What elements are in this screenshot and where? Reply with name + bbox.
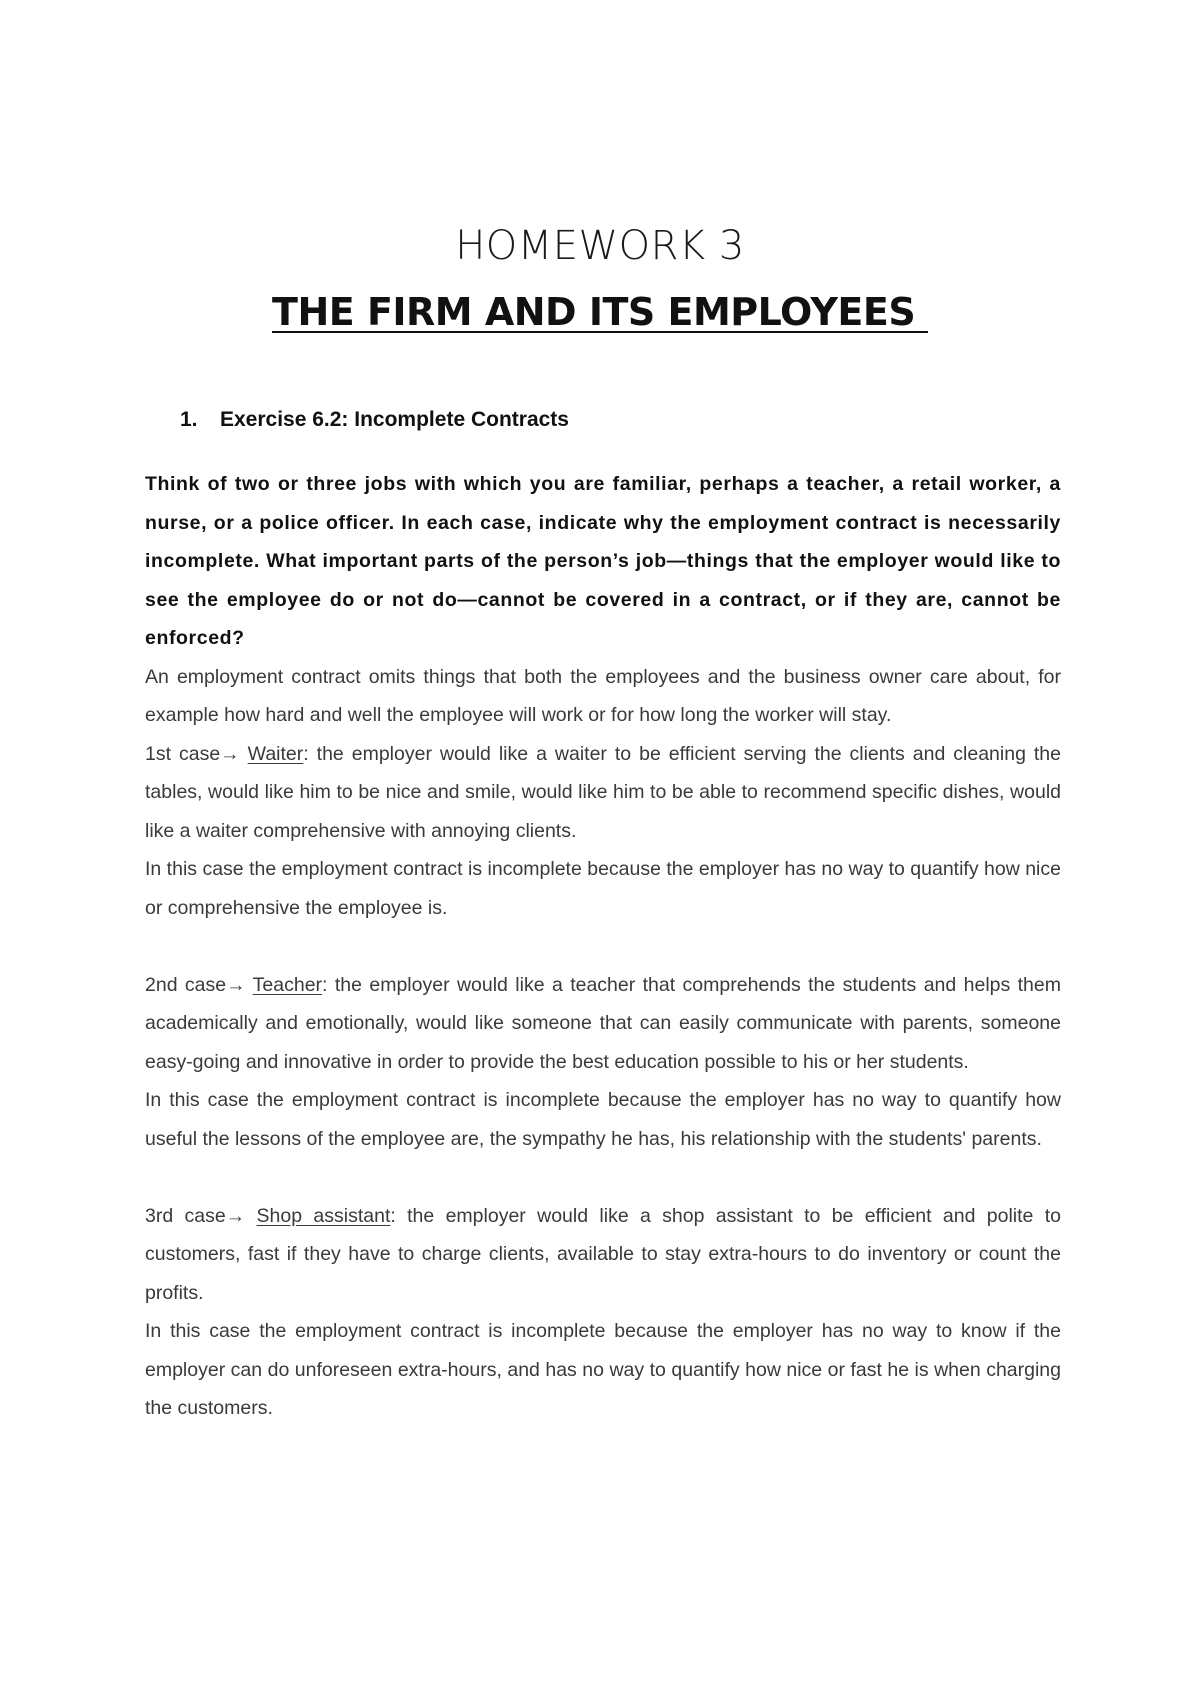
- exercise-number: 1.: [180, 408, 198, 431]
- case-job-title: Waiter: [247, 742, 304, 765]
- case-prefix: 2nd case→: [145, 973, 253, 996]
- case-description: : the employer would like a teacher that comprehends the students and helps them academically and emotionally, would like someone that can easily communicate with parents, someone easy-going and innovative in order to provide the best education possible to his or her students.: [145, 973, 1061, 1073]
- exercise-heading: [180, 405, 569, 435]
- document-subtitle: [0, 284, 1200, 340]
- document-body: [145, 465, 1061, 1428]
- case-conclusion: In this case the employment contract is incomplete because the employer has no way to quantify how nice or comprehensive the employee is.: [145, 858, 1061, 919]
- case-description: : the employer would like a shop assistant to be efficient and polite to customers, fast if they have to charge clients, available to stay extra-hours to do inventory or count the profits.: [145, 1204, 1061, 1304]
- answer-intro: An employment contract omits things that both the employees and the business owner care about, for example how hard and well the employee will work or for how long the worker will stay.: [145, 665, 1061, 726]
- case-prefix: 3rd case→: [145, 1204, 257, 1227]
- case-description: : the employer would like a waiter to be efficient serving the clients and cleaning the tables, would like him to be nice and smile, would like him to be able to recommend specific dishes, would like a waiter comprehensive with annoying clients.: [145, 742, 1061, 842]
- case-prefix: 1st case→: [145, 742, 248, 765]
- paragraph-spacer: [145, 1158, 1061, 1197]
- case-paragraph: [145, 735, 1061, 851]
- case-conclusion: In this case the employment contract is incomplete because the employer has no way to quantify how useful the lessons of the employee are, the sympathy he has, his relationship with the students' parents.: [145, 1089, 1061, 1150]
- document-subtitle-text: THE FIRM AND ITS EMPLOYEES: [272, 290, 928, 334]
- exercise-question: Think of two or three jobs with which you are familiar, perhaps a teacher, a retail worker, a nurse, or a police officer. In each case, indicate why the employment contract is necessarily incomplete. What important parts of the person’s job—things that the employer would like to see the employee do or not do—cannot be covered in a contract, or if they are, cannot be enforced?: [145, 473, 1061, 649]
- case-job-title: Shop assistant: [256, 1204, 391, 1227]
- case-paragraph: [145, 966, 1061, 1082]
- paragraph-spacer: [145, 927, 1061, 966]
- case-paragraph: [145, 1197, 1061, 1313]
- document-title: HOMEWORK 3: [455, 223, 745, 269]
- case-job-title: Teacher: [252, 973, 323, 996]
- case-conclusion: In this case the employment contract is incomplete because the employer has no way to know if the employer can do unforeseen extra-hours, and has no way to quantify how nice or fast he is when charging the customers.: [145, 1320, 1061, 1419]
- exercise-heading-text: Exercise 6.2: Incomplete Contracts: [220, 408, 569, 431]
